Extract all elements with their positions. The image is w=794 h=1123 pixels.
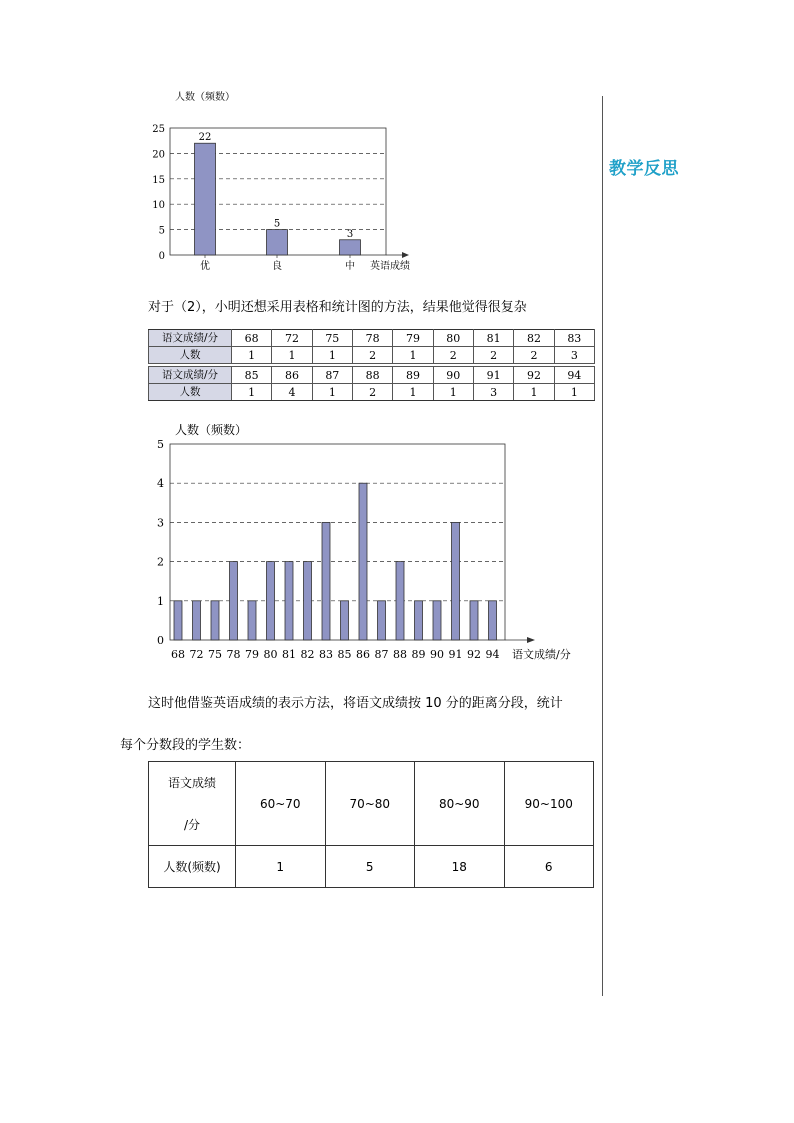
paragraph-1: 对于（2），小明还想采用表格和统计图的方法，结果他觉得很复杂: [148, 300, 527, 315]
table-cell: 1: [312, 347, 352, 364]
table-cell: 79: [393, 330, 433, 347]
x-tick-label: 75: [208, 648, 222, 661]
y-tick-label: 0: [158, 251, 165, 262]
paragraph-2-line-1: 这时他借鉴英语成绩的表示方法，将语文成绩按 10 分的距离分段，统计: [148, 696, 563, 711]
bar: [195, 143, 216, 255]
header-line-2: /分: [183, 817, 201, 832]
table-cell: 82: [514, 330, 554, 347]
y-tick-label: 5: [158, 225, 165, 237]
table-cell: 89: [393, 367, 433, 384]
x-tick-label: 82: [300, 648, 315, 661]
range-cell: 60~70: [236, 762, 326, 846]
count-cell: 1: [236, 846, 326, 888]
table-cell: 3: [473, 384, 513, 401]
y-tick-label: 3: [157, 516, 164, 530]
paragraph-2-line-2: 每个分数段的学生数：: [120, 738, 251, 753]
header-cell: [149, 762, 236, 846]
table-cell: 1: [272, 347, 312, 364]
count-cell: 6: [504, 846, 594, 888]
table-cell: 90: [433, 367, 473, 384]
table-cell: 2: [352, 384, 392, 401]
chart2-y-axis-title: 人数（频数）: [175, 423, 248, 437]
bar: [378, 601, 386, 640]
y-tick-label: 1: [157, 594, 164, 608]
table-cell: 78: [352, 330, 392, 347]
table-cell: 1: [554, 384, 594, 401]
bar: [452, 522, 460, 640]
table-cell: 1: [232, 347, 272, 364]
table-cell: 2: [473, 347, 513, 364]
table-row: [149, 384, 595, 401]
range-cell: 80~90: [415, 762, 505, 846]
table-cell: 2: [352, 347, 392, 364]
table-cell: 72: [272, 330, 312, 347]
x-tick-label: 81: [282, 648, 296, 661]
data-label: 22: [198, 132, 212, 144]
table-cell: 1: [433, 384, 473, 401]
chart1-y-axis-title: 人数（频数）: [175, 92, 235, 103]
data-label: 5: [273, 218, 281, 230]
bar: [359, 483, 367, 640]
bar: [489, 601, 497, 640]
table-row: [149, 367, 595, 384]
table-cell: 2: [514, 347, 554, 364]
table-cell: 75: [312, 330, 352, 347]
table-cell: 1: [393, 384, 433, 401]
table-cell: 1: [312, 384, 352, 401]
bar: [248, 601, 256, 640]
x-tick-label: 86: [356, 648, 370, 661]
margin-divider: [602, 96, 603, 996]
table-cell: 1: [232, 384, 272, 401]
x-tick-label: 中: [345, 261, 355, 272]
row-header-count: 人数: [149, 384, 232, 401]
table-cell: 80: [433, 330, 473, 347]
y-tick-label: 0: [157, 634, 164, 647]
y-tick-label: 10: [152, 200, 165, 212]
bar: [230, 562, 238, 640]
bar: [340, 240, 361, 255]
count-cell: 18: [415, 846, 505, 888]
y-tick-label: 25: [152, 124, 165, 135]
x-tick-label: 90: [430, 648, 444, 661]
x-tick-label: 68: [171, 648, 185, 661]
y-tick-label: 20: [152, 149, 165, 161]
table-cell: 3: [554, 347, 594, 364]
x-tick-label: 良: [272, 261, 282, 272]
y-tick-label: 5: [157, 438, 164, 451]
table-cell: 94: [554, 367, 594, 384]
table-cell: 92: [514, 367, 554, 384]
table-cell: 1: [514, 384, 554, 401]
range-cell: 90~100: [504, 762, 594, 846]
bar: [174, 601, 182, 640]
score-range-table: [148, 761, 594, 888]
chinese-score-table: [148, 329, 595, 401]
range-cell: 70~80: [325, 762, 415, 846]
table-cell: 86: [272, 367, 312, 384]
x-tick-label: 79: [245, 648, 259, 661]
bar: [470, 601, 478, 640]
table-cell: 2: [433, 347, 473, 364]
header-line-1: 语文成绩: [167, 775, 216, 790]
table-row: [149, 347, 595, 364]
x-tick-label: 87: [374, 648, 389, 661]
table-row: [149, 330, 595, 347]
count-cell: 5: [325, 846, 415, 888]
table-cell: 85: [232, 367, 272, 384]
english-score-chart: [130, 92, 430, 275]
x-axis-label: 语文成绩/分: [512, 648, 571, 661]
bar: [211, 601, 219, 640]
x-tick-label: 优: [200, 261, 210, 272]
row-header-count: 人数: [149, 347, 232, 364]
bar: [267, 230, 288, 255]
x-tick-label: 91: [448, 648, 463, 661]
count-label: 人数(频数): [149, 846, 236, 888]
y-tick-label: 4: [157, 477, 164, 491]
bar: [304, 562, 312, 640]
table-cell: 81: [473, 330, 513, 347]
table-row: [149, 762, 594, 846]
x-axis-arrow: [402, 252, 409, 258]
x-tick-label: 80: [263, 648, 278, 661]
bar: [193, 601, 201, 640]
teaching-reflection-title: 教学反思: [609, 159, 679, 179]
bar: [322, 522, 330, 640]
row-header-score: 语文成绩/分: [149, 367, 232, 384]
bar: [341, 601, 349, 640]
table-cell: 87: [312, 367, 352, 384]
table-cell: 4: [272, 384, 312, 401]
bar: [415, 601, 423, 640]
x-axis-label: 英语成绩: [370, 261, 410, 272]
bar: [285, 562, 293, 640]
x-tick-label: 78: [226, 648, 241, 661]
data-label: 3: [346, 228, 354, 240]
x-tick-label: 88: [393, 648, 407, 661]
chinese-score-chart: [140, 420, 600, 665]
x-axis-arrow: [527, 637, 535, 643]
table-cell: 1: [393, 347, 433, 364]
bar: [433, 601, 441, 640]
x-tick-label: 89: [411, 648, 426, 661]
x-tick-label: 94: [485, 648, 500, 661]
y-tick-label: 2: [157, 555, 164, 569]
x-tick-label: 85: [337, 648, 352, 661]
row-header-score: 语文成绩/分: [149, 330, 232, 347]
x-tick-label: 92: [467, 648, 481, 661]
x-tick-label: 83: [319, 648, 333, 661]
x-tick-label: 72: [189, 648, 204, 661]
bar: [396, 562, 404, 640]
table-cell: 91: [473, 367, 513, 384]
y-tick-label: 15: [152, 174, 165, 186]
table-cell: 88: [352, 367, 392, 384]
table-cell: 68: [232, 330, 272, 347]
bar: [267, 562, 275, 640]
table-cell: 83: [554, 330, 594, 347]
table-row: [149, 846, 594, 888]
